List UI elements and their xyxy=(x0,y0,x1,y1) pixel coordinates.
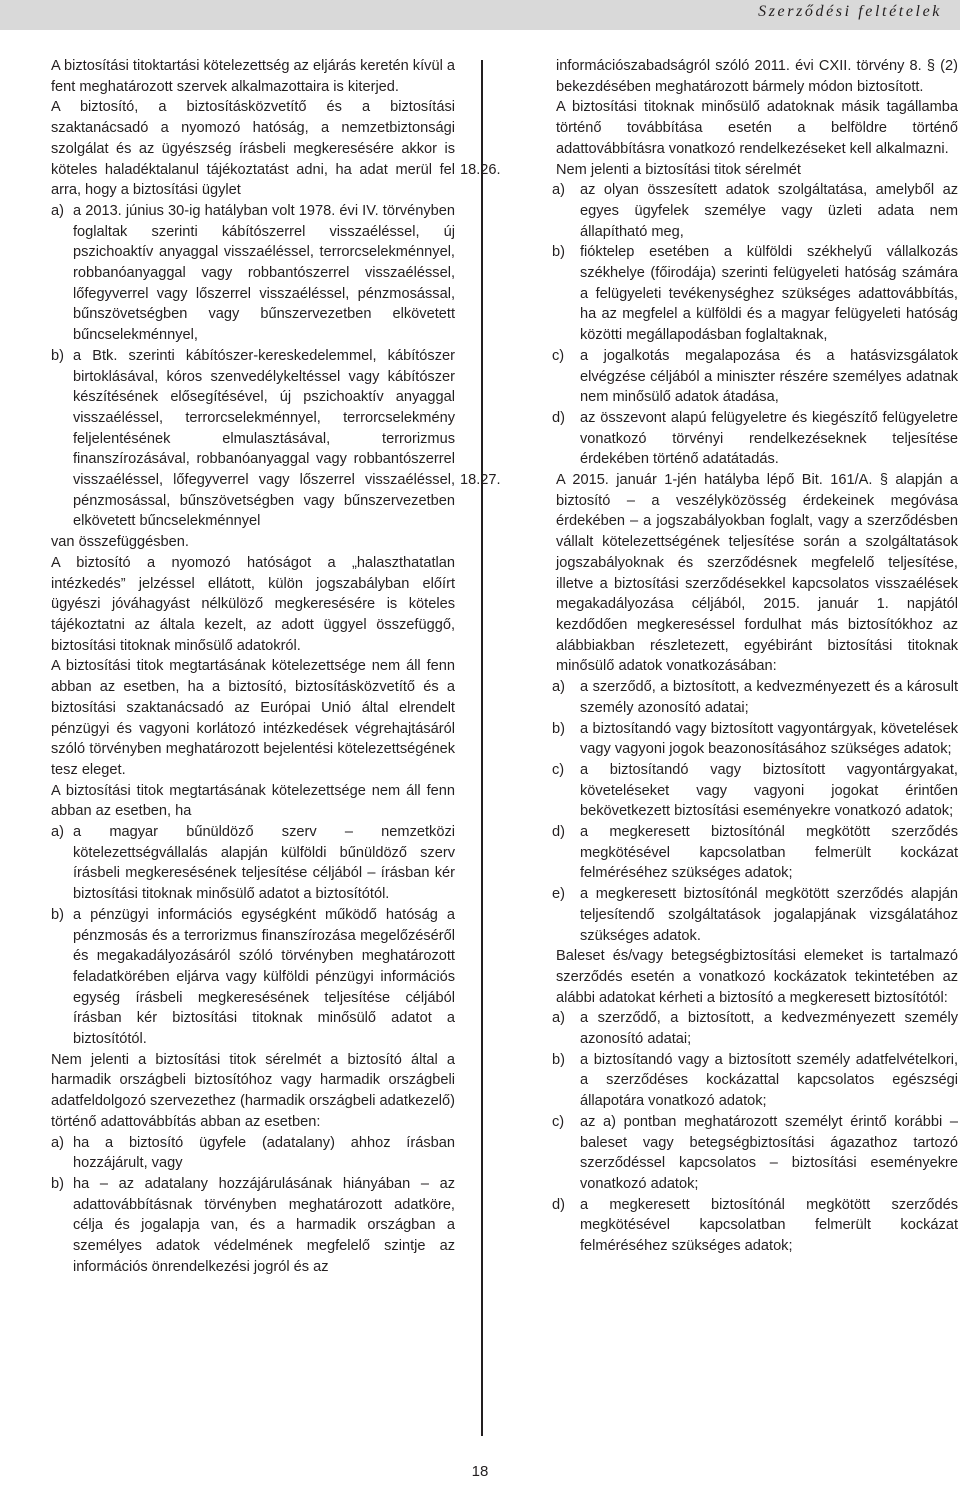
list-item: a) az olyan összesített adatok szolgáltatása, amelyből az egyes ügyfelek személye vagy üzleti adata nem állapítható meg, xyxy=(552,182,958,240)
section-18-25 xyxy=(3,1050,455,1133)
right-column xyxy=(460,56,958,1257)
section-number xyxy=(3,553,51,574)
left-column xyxy=(3,56,455,1277)
list-item: b) fióktelep esetében a külföldi székhelyű vállalkozás székhelye (főirodája) szerinti felügyeleti hatóság számára a felügyeleti tevékenységhez szükséges adattovábbítás, ha az megfelel a külföldi és a magyar felügyeleti hatóság közötti megállapodásban foglaltaknak, xyxy=(552,244,958,344)
section-18-23 xyxy=(3,656,455,780)
list-item: e) a megkeresett biztosítónál megkötött szerződés alapján teljesítendő szolgáltatások jogalapjának vizsgálatához szükséges adatok. xyxy=(552,886,958,944)
document-title: Szerződési feltételek xyxy=(758,3,942,20)
section-number xyxy=(3,781,51,802)
list-item: c) az a) pontban meghatározott személyt érintő korábbi – baleset vagy betegségbiztosítási ágazathoz tartozó szerződéssel kapcsolatos – biztosítási eseményekre vonatkozó adatok; xyxy=(552,1113,958,1192)
page-number: 18 xyxy=(471,1463,489,1480)
list-item: c) a biztosítandó vagy biztosított vagyontárgyakat, követeléseket vagy vagyoni jogokat érintően bekövetkezett biztosítási eseményekre vonatkozó adatok; xyxy=(552,761,958,820)
list-item: b) a Btk. szerinti kábítószer-kereskedelemmel, kábítószer birtoklásával, kóros szenvedélykeltéssel vagy kábítószer készítésének elősegítésével, új pszichoaktív anyaggal visszaéléssel, terrorcselekménnyel, terrorcselekmény feljelentésének elmulasztásával, terrorizmus finanszírozásával, robbanóanyaggal vagy robbantószerrel visszaéléssel, lőfegyverrel vagy lőszerrel visszaéléssel, pénzmosással, bűnszövetségben vagy bűnszervezetben elkövetett bűncselekménnyel xyxy=(51,347,455,530)
section-number xyxy=(3,656,51,677)
section-text: Nem jelenti a biztosítási titok sérelmét xyxy=(556,161,801,178)
section-text: A biztosító, a biztosításközvetítő és a biztosítási szaktanácsadó a nyomozó hatóság, a nemzetbiztonsági szolgálat és az ügyészség írásbeli megkeresésére akkor is köteles haladéktalanul tájékoztatást adni, ha adat merül fel arra, hogy a biztosítási ügylet xyxy=(51,99,455,199)
list-item: c) a jogalkotás megalapozása és a hatásvizsgálatok elvégzése céljából a miniszter részére személyes adatnak nem minősülő adatok átadása, xyxy=(552,347,958,406)
section-text: A 2015. január 1-jén hatályba lépő Bit. 161/A. § alapján a biztosító – a veszélyközösség érdekeinek megóvása érdekében – a jogszabályokban foglalt, vagy a szerződésben vállalt kötelezettségének teljesítése során a szolgáltatások jogszabályoknak és szerződésnek megfelelő teljesítése, illetve a biztosítási szerződésekkel kapcsolatos visszaélések megakadályozása céljából, 2015. január 1. napjától kezdődően megkereséssel fordulhat más biztosítókhoz az alábbiakban részletezett, egyébiránt biztosítási titoknak minősülő adatok vonatkozásában: xyxy=(556,472,958,675)
list-item: d) a megkeresett biztosítónál megkötött szerződés megkötésével kapcsolatban felmerült kockázat felméréséhez szükséges adatok; xyxy=(552,1196,958,1255)
list-item: d) a megkeresett biztosítónál megkötött szerződés megkötésével kapcsolatban felmerült kockázat felméréséhez szükséges adatok; xyxy=(552,824,958,882)
section-18-21 xyxy=(3,97,455,201)
section-number: 18.27. xyxy=(460,472,501,489)
section-number xyxy=(3,97,51,118)
list-item: a) a szerződő, a biztosított, a kedvezményezett személy azonosító adatai; xyxy=(552,1010,958,1048)
section-number xyxy=(3,56,51,77)
list-item: a) a magyar bűnüldöző szerv – nemzetközi kötelezettségvállalás alapján külföldi bűnüldöző szerv írásbeli megkeresésének teljesítése céljából – írásban kér biztosítási titoknak minősülő adatot a biztosítótól. xyxy=(51,824,455,903)
section-text: Nem jelenti a biztosítási titok sérelmét a biztosító által a harmadik országbeli biztosítóhoz vagy harmadik országbeli adatfeldolgozó szervezethez (harmadik országbeli adatkezelő) történő adattovábbítás abban az esetben: xyxy=(51,1051,455,1130)
section-18-22 xyxy=(3,553,455,657)
list-item: a) ha a biztosító ügyfele (adatalany) ahhoz írásban hozzájárult, vagy xyxy=(51,1134,455,1172)
section-text: A biztosítási titok megtartásának kötelezettsége nem áll fenn abban az esetben, ha xyxy=(51,782,455,820)
list-item: d) az összevont alapú felügyeletre és kiegészítő felügyeletre vonatkozó törvényi rendelkezéseknek teljesítése érdekében történő adatátadás. xyxy=(552,409,958,468)
section-18-26 xyxy=(460,160,958,181)
list-item: b) ha – az adatalany hozzájárulásának hiányában – az adattovábbításnak törvényben meghatározott adatköre, célja és jogalapja van, és a harmadik országban a személyes adatok védelmének megfelelő szintje az információs önrendelkezési jogról és az xyxy=(51,1175,455,1275)
section-number: 18.26. xyxy=(460,161,501,178)
list-item: b) a biztosítandó vagy biztosított vagyontárgyak, követelések vagy vagyoni jogok beazonosításához szükséges adatok; xyxy=(552,720,958,758)
list-item: b) a pénzügyi információs egységként működő hatóság a pénzmosás és a terrorizmus finanszírozása megelőzéséről és megakadályozásáról szóló törvényben meghatározott feladatkörében eljárva vagy külföldi pénzügyi információs egység írásbeli megkeresésének teljesítése céljából írásban kér biztosítási titoknak minősülő adatot a biztosítótól. xyxy=(51,906,455,1048)
section-tail: van összefüggésben. xyxy=(51,534,189,551)
header-band xyxy=(0,0,960,30)
continued-paragraph: információszabadságról szóló 2011. évi CXII. törvény 8. § (2) bekezdésében meghatározott bármely módon biztosított. xyxy=(556,58,958,95)
list-item: a) a 2013. június 30-ig hatályban volt 1978. évi IV. törvényben foglaltak szerinti kábítószerrel visszaéléssel, új pszichoaktív anyaggal visszaéléssel, terrorcselekménnyel, robbanóanyaggal vagy robbantószerrel visszaéléssel, lőfegyverrel vagy lőszerrel visszaéléssel, pénzmosással, bűnszövetségben vagy bűnszervezetben elkövetett bűncselekménnyel, xyxy=(51,202,455,344)
section-text: A biztosítási titoktartási kötelezettség az eljárás keretén kívül a fent meghatározott szervek alkalmazottaira is kiterjed. xyxy=(51,58,455,95)
column-divider xyxy=(481,60,483,1436)
list-item: a) a szerződő, a biztosított, a kedvezményezett és a károsult személy azonosító adatai; xyxy=(552,679,958,716)
section-number xyxy=(3,1050,51,1071)
section-text: A biztosítási titok megtartásának kötelezettsége nem áll fenn abban az esetben, ha a biztosító, biztosításközvetítő és a biztosítási szaktanácsadó az Európai Unió által elrendelt pénzügyi és vagyoni korlátozó intézkedések végrehajtásáról szóló törvényben meghatározott bejelentési kötelezettségének tesz eleget. xyxy=(51,658,455,778)
list-item: b) a biztosítandó vagy a biztosított személy adatfelvételkori, a szerződéses kockázattal kapcsolatos egészségi állapotára vonatkozó adatok; xyxy=(552,1051,958,1110)
section-18-24 xyxy=(3,781,455,822)
section-18-20 xyxy=(3,56,455,97)
paragraph: A biztosítási titoknak minősülő adatoknak másik tagállamba történő továbbítása esetén a belföldre történő adattovábbításra vonatkozó rendelkezéseket kell alkalmazni. xyxy=(556,99,958,157)
section-18-27 xyxy=(460,470,958,677)
paragraph: Baleset és/vagy betegségbiztosítási elemeket is tartalmazó szerződés esetén a vonatkozó kockázatok tekintetében az alábbi adatokat kérheti a biztosító a megkeresett biztosítótól: xyxy=(556,948,958,1006)
section-text: A biztosító a nyomozó hatóságot a „halaszthatatlan intézkedés” jelzéssel ellátott, külön jogszabályban előírt ügyészi jóváhagyást nélkülöző megkeresésére is köteles tájékoztatni az általa kezelt, az adott üggyel összefüggő, biztosítási titoknak minősülő adatokról. xyxy=(51,554,455,654)
